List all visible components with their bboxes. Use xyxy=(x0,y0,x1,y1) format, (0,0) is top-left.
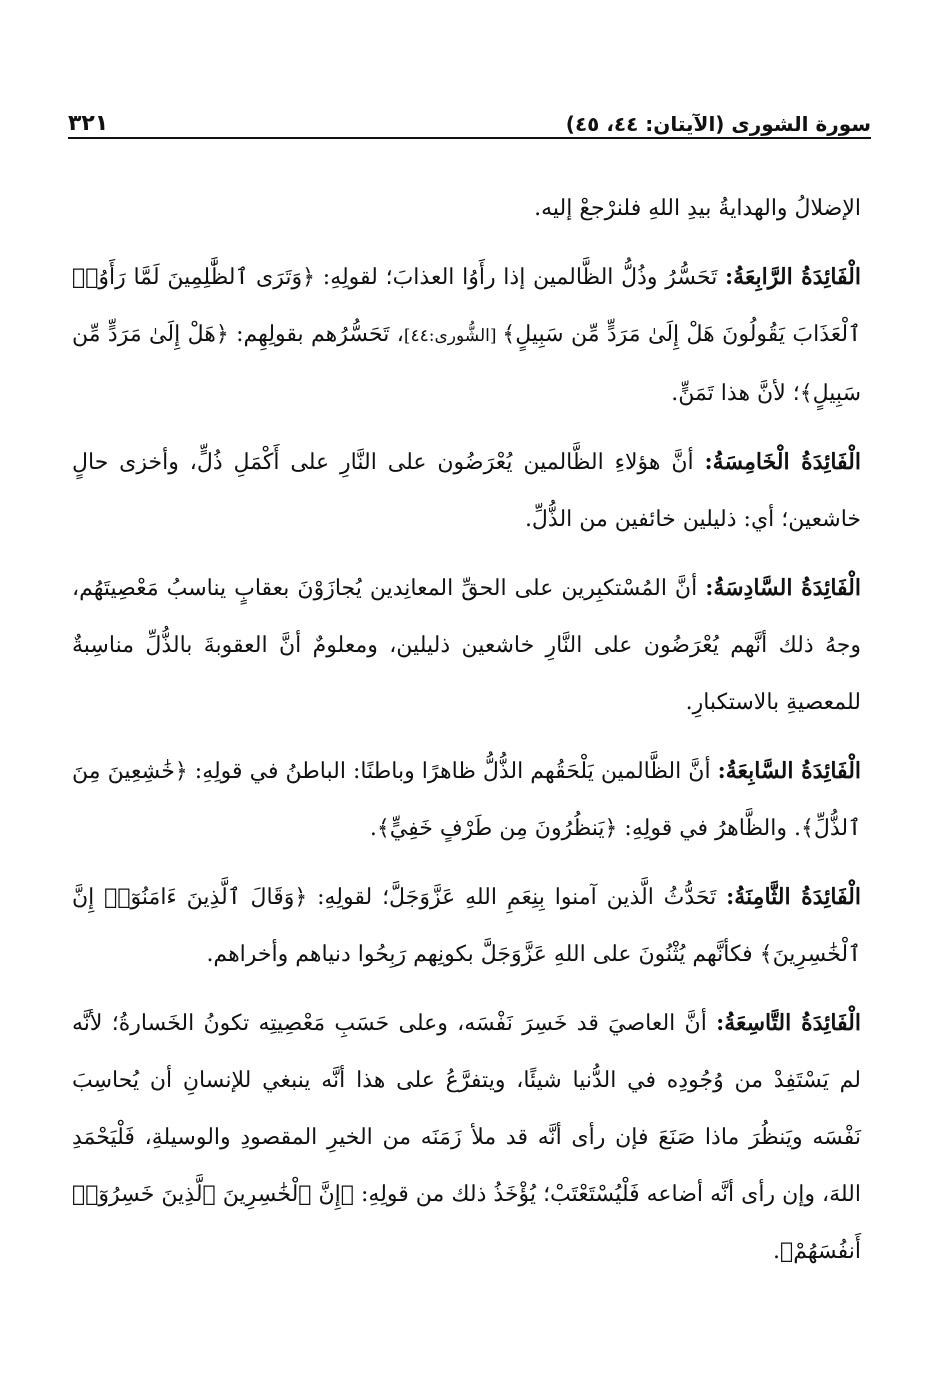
header-divider xyxy=(68,137,871,139)
point-8 xyxy=(72,869,861,983)
page-number: ٣٢١ xyxy=(68,111,109,136)
point-4-text-2: ، تَحَسُّرُهم بقولِهِم: xyxy=(228,322,404,347)
page-body xyxy=(72,180,861,1292)
point-4-text-1: تَحَسُّرُ وذُلُّ الظَّالمين إذا رأَوُا العذابَ؛ لقولِهِ: xyxy=(315,265,726,290)
point-9-quran-1: ﴿إِنَّ ٱلْخَٰسِرِينَ ٱلَّذِينَ خَسِرُوٓا۟ أَنفُسَهُمْ﴾ xyxy=(72,1182,861,1264)
point-7-text-2: . والظَّاهرُ في قولِهِ: xyxy=(617,816,801,841)
point-9-text-1: أنَّ العاصيَ قد خَسِرَ نَفْسَه، وعلى حَسَبِ مَعْصِيتِه تكونُ الخَسارةُ؛ لأنَّه لم يَسْتَفِدْ من وُجُودِه في الدُّنيا شيئًا، ويتفرَّعُ على هذا أنَّه ينبغي للإنسانِ أن يُحاسِبَ نَفْسَه ويَنظُرَ ماذا صَنَعَ فإن رأى أنَّه قد ملأ زَمَنَه من الخيرِ المقصودِ والوسيلةِ، فَلْيَحْمَدِ اللهَ، وإن رأى أنَّه أضاعه فَلْيُسْتَعْتَبْ؛ يُؤْخَذُ ذلك من قولِهِ: xyxy=(72,1011,861,1207)
point-8-quran-1: ﴿وَقَالَ ٱلَّذِينَ ءَامَنُوٓا۟ إِنَّ ٱلْخَٰسِرِينَ﴾ xyxy=(72,885,861,967)
point-7-text-1: أنَّ الظَّالمين يَلْحَقُهم الذُّلُّ ظاهرًا وباطنًا: الباطنُ في قولِهِ: xyxy=(187,759,718,784)
point-9 xyxy=(72,995,861,1280)
point-4-quran-2: ﴿هَلْ إِلَىٰ مَرَدٍّ مِّن سَبِيلٍ﴾ xyxy=(72,322,861,406)
point-7-quran-1: ﴿خَٰشِعِينَ مِنَ ٱلذُّلِّ﴾ xyxy=(72,759,861,841)
point-9-text-2: . xyxy=(773,1239,781,1264)
point-8-title: الْفَائِدَةُ الثَّامِنَةُ: xyxy=(726,884,861,910)
point-5 xyxy=(72,434,861,548)
point-7-title: الْفَائِدَةُ السَّابِعَةُ: xyxy=(717,758,862,784)
point-4-text-3: ؛ لأنَّ هذا تَمَنٍّ. xyxy=(671,381,800,406)
intro-paragraph xyxy=(72,180,861,237)
intro-text: الإضلالُ والهدايةُ بيدِ اللهِ فلنرْجعْ إليه. xyxy=(534,196,861,221)
point-4-reference: [الشُّورى:٤٤] xyxy=(403,326,503,346)
point-7 xyxy=(72,743,861,857)
point-7-quran-2: ﴿يَنظُرُونَ مِن طَرْفٍ خَفِيٍّ﴾ xyxy=(376,816,618,841)
point-6-text-1: أنَّ المُسْتكبِرين على الحقِّ المعانِدين يُجازَوْنَ بعقابٍ يناسبُ مَعْصِيتَهُم، وجهُ ذلك أنَّهم يُعْرَضُون على النَّارِ خاشعين ذليلين، ومعلومٌ أنَّ العقوبةَ بالذُّلِّ مناسِبةٌ للمعصيةِ بالاستكبارِ. xyxy=(72,576,861,715)
point-8-text-1: تَحَدُّثُ الَّذين آمنوا بِنِعَمِ اللهِ عَزَّوَجَلَّ؛ لقولِهِ: xyxy=(307,885,727,910)
point-4-quran-1: ﴿وَتَرَى ٱلظَّٰلِمِينَ لَمَّا رَأَوُا۟ ٱلْعَذَابَ يَقُولُونَ هَلْ إِلَىٰ مَرَدٍّ مِّن سَبِيلٍ﴾ xyxy=(72,265,861,347)
header-title: سورة الشورى (الآيتان: ٤٤، ٤٥) xyxy=(565,112,871,136)
point-5-text-1: أنَّ هؤلاءِ الظَّالمين يُعْرَضُون على النَّارِ على أَكْمَلِ ذُلٍّ، وأخزى حالٍ خاشعين؛ أي: ذليلين خائفين من الذُّلِّ. xyxy=(72,450,861,532)
point-4-title: الْفَائِدَةُ الرَّابِعَةُ: xyxy=(725,264,861,290)
point-7-text-3: . xyxy=(369,816,377,841)
point-6-title: الْفَائِدَةُ السَّادِسَةُ: xyxy=(705,575,862,601)
point-9-title: الْفَائِدَةُ التَّاسِعَةُ: xyxy=(716,1010,861,1036)
running-header xyxy=(68,92,871,136)
point-4 xyxy=(72,249,861,422)
point-6 xyxy=(72,560,861,731)
point-5-title: الْفَائِدَةُ الْخَامِسَةُ: xyxy=(704,449,861,475)
point-8-text-2: فكأنَّهم يُثْنُونَ على اللهِ عَزَّوَجَلَّ بكونِهم رَبِحُوا دنياهم وأخراهم. xyxy=(206,942,760,967)
